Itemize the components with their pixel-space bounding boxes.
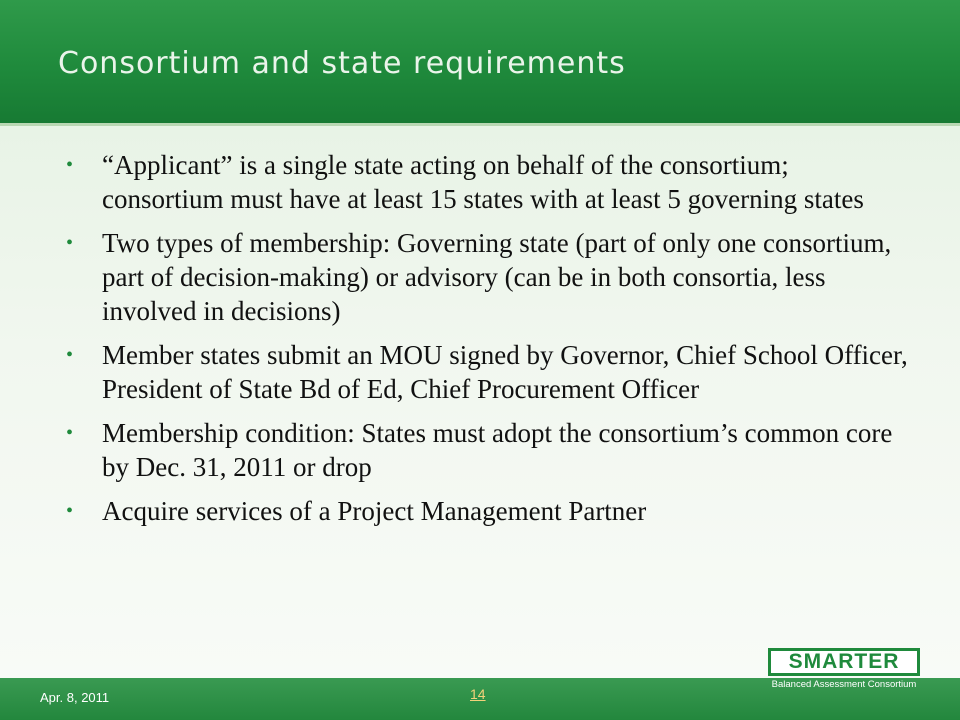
bullet-item <box>66 338 916 406</box>
bullet-text: Member states submit an MOU signed by Governor, Chief School Officer, President of State Bd of Ed, Chief Procurement Officer <box>102 340 908 404</box>
bullet-icon: • <box>66 422 74 444</box>
footer-date: Apr. 8, 2011 <box>40 690 110 705</box>
bullet-icon: • <box>66 154 74 176</box>
bullet-item <box>66 148 916 216</box>
bullet-item <box>66 416 916 484</box>
slide-title: Consortium and state requirements <box>58 46 626 81</box>
logo-wordmark: SMARTER <box>768 648 920 676</box>
logo-tagline: Balanced Assessment Consortium <box>771 679 917 690</box>
smarter-logo <box>768 648 920 694</box>
bullet-item <box>66 226 916 328</box>
page-number: 14 <box>470 686 486 702</box>
bullet-text: Two types of membership: Governing state (part of only one consortium, part of decision-making) or advisory (can be in both consortia, less involved in decisions) <box>102 228 892 326</box>
bullet-icon: • <box>66 500 74 522</box>
bullet-text: Membership condition: States must adopt the consortium’s common core by Dec. 31, 2011 or drop <box>102 418 893 482</box>
title-bar <box>0 0 960 123</box>
bullet-list <box>66 148 916 538</box>
bullet-item <box>66 494 916 528</box>
bullet-icon: • <box>66 232 74 254</box>
bullet-icon: • <box>66 344 74 366</box>
bullet-text: “Applicant” is a single state acting on behalf of the consortium; consortium must have at least 15 states with at least 5 governing states <box>102 150 864 214</box>
bullet-text: Acquire services of a Project Management Partner <box>102 496 647 526</box>
